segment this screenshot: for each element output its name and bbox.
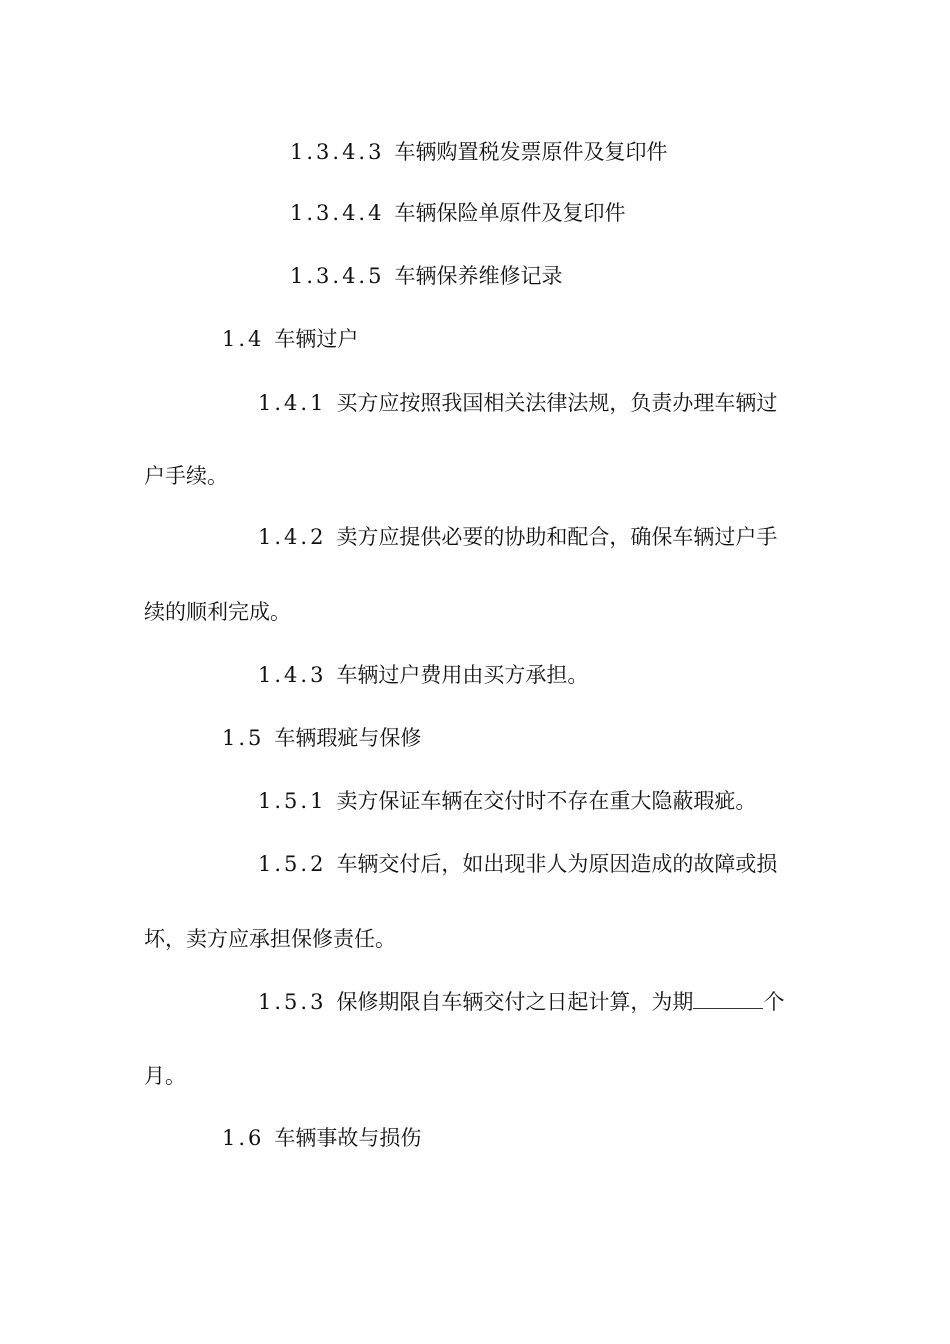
clause-text: 车辆保险单原件及复印件 bbox=[394, 201, 626, 225]
clause-text: 卖方应提供必要的协助和配合，确保车辆过户手 bbox=[336, 525, 778, 549]
clause-1-5-3 bbox=[258, 988, 784, 1016]
clause-1-4-1 bbox=[258, 389, 777, 417]
clause-text: 户手续。 bbox=[144, 464, 228, 488]
section-1-5-heading bbox=[222, 724, 421, 752]
clause-text: 车辆交付后，如出现非人为原因造成的故障或损 bbox=[336, 852, 778, 876]
section-title: 车辆事故与损伤 bbox=[274, 1126, 422, 1150]
clause-1-4-2 bbox=[258, 523, 777, 551]
clause-number: 1.4.3 bbox=[258, 663, 327, 687]
clause-1-3-4-3 bbox=[290, 138, 667, 166]
clause-text: 续的顺利完成。 bbox=[144, 600, 291, 624]
clause-text: 月。 bbox=[144, 1064, 186, 1088]
clause-number: 1.4.1 bbox=[258, 391, 327, 415]
warranty-months-blank[interactable] bbox=[693, 990, 763, 1009]
clause-text: 卖方保证车辆在交付时不存在重大隐蔽瑕疵。 bbox=[336, 789, 757, 813]
clause-number: 1.4.2 bbox=[258, 525, 327, 549]
section-1-6-heading bbox=[222, 1124, 421, 1152]
clause-1-5-1 bbox=[258, 787, 756, 815]
clause-text: 保修期限自车辆交付之日起计算，为期 bbox=[336, 990, 694, 1014]
clause-number: 1.5.3 bbox=[258, 990, 327, 1014]
section-title: 车辆瑕疵与保修 bbox=[274, 726, 422, 750]
clause-text: 买方应按照我国相关法律法规，负责办理车辆过 bbox=[336, 391, 778, 415]
clause-text: 车辆保养维修记录 bbox=[394, 264, 563, 288]
clause-1-4-3 bbox=[258, 661, 588, 689]
clause-text: 车辆购置税发票原件及复印件 bbox=[394, 140, 668, 164]
section-number: 1.4 bbox=[222, 327, 265, 351]
clause-1-5-2-continued bbox=[144, 925, 396, 953]
section-number: 1.6 bbox=[222, 1126, 265, 1150]
clause-1-4-2-continued bbox=[144, 598, 291, 626]
clause-1-3-4-4 bbox=[290, 199, 625, 227]
section-1-4-heading bbox=[222, 325, 358, 353]
section-number: 1.5 bbox=[222, 726, 265, 750]
clause-text: 坏，卖方应承担保修责任。 bbox=[144, 927, 396, 951]
clause-text: 车辆过户费用由买方承担。 bbox=[336, 663, 589, 687]
clause-number: 1.5.2 bbox=[258, 852, 327, 876]
clause-1-5-3-continued bbox=[144, 1062, 186, 1090]
clause-number: 1.3.4.5 bbox=[290, 264, 385, 288]
section-title: 车辆过户 bbox=[274, 327, 359, 351]
clause-text-suffix: 个 bbox=[763, 990, 785, 1014]
clause-1-5-2 bbox=[258, 850, 777, 878]
clause-1-3-4-5 bbox=[290, 262, 562, 290]
clause-number: 1.3.4.3 bbox=[290, 140, 385, 164]
clause-number: 1.5.1 bbox=[258, 789, 327, 813]
clause-number: 1.3.4.4 bbox=[290, 201, 385, 225]
clause-1-4-1-continued bbox=[144, 462, 228, 490]
